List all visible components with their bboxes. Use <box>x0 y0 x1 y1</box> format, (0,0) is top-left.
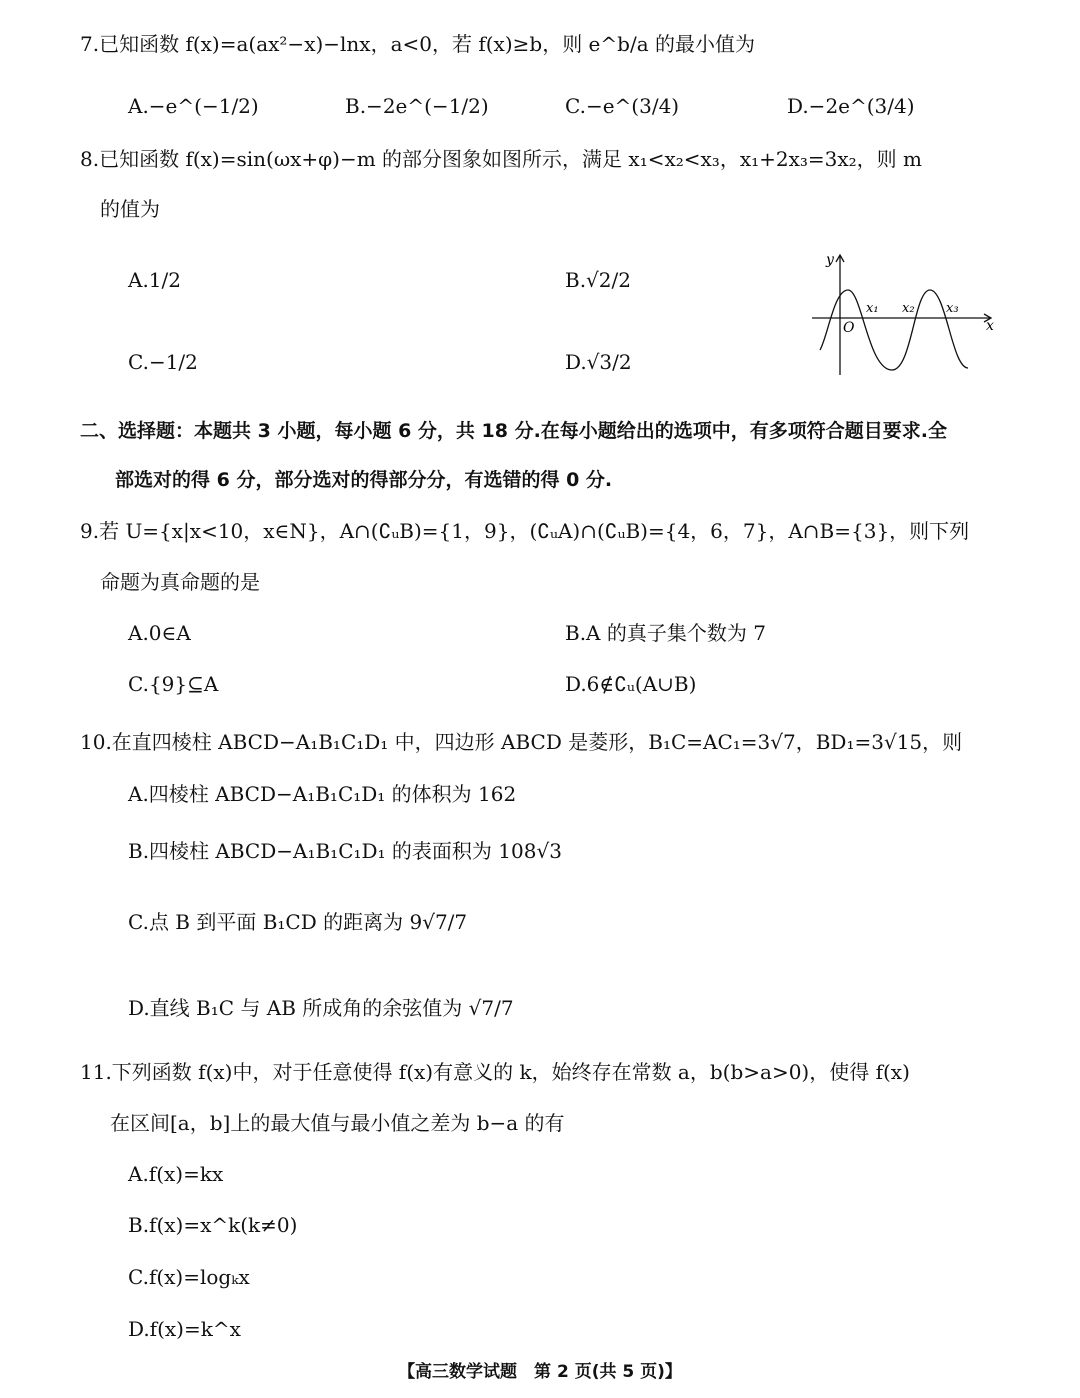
label-x2: x₂ <box>902 301 915 316</box>
section-2-heading: 二、选择题：本题共 3 小题，每小题 6 分，共 18 分.在每小题给出的选项中，有多项符合题目要求.全 <box>80 420 948 442</box>
q8-stem-cont: 的值为 <box>100 197 160 221</box>
q9-stem-cont: 命题为真命题的是 <box>100 570 260 594</box>
q9-stem: 9.若 U={x|x<10，x∈N}，A∩(∁ᵤB)={1，9}，(∁ᵤA)∩(∁ᵤB)={4，6，7}，A∩B={3}，则下列 <box>80 519 970 543</box>
sine-graph-figure <box>810 250 1000 380</box>
q7-stem: 7.已知函数 f(x)=a(ax²−x)−lnx，a<0，若 f(x)≥b，则 e^b/a 的最小值为 <box>80 32 755 56</box>
q8-option-a: A.1/2 <box>128 268 181 292</box>
q11-option-a: A.f(x)=kx <box>128 1162 224 1186</box>
q10-option-a: A.四棱柱 ABCD−A₁B₁C₁D₁ 的体积为 162 <box>128 782 517 806</box>
axis-label-y: y <box>826 252 834 268</box>
q9-option-d: D.6∉∁ᵤ(A∪B) <box>565 672 697 696</box>
q11-option-d: D.f(x)=k^x <box>128 1317 241 1341</box>
q11-option-b: B.f(x)=x^k(k≠0) <box>128 1213 298 1237</box>
q10-option-c: C.点 B 到平面 B₁CD 的距离为 9√7/7 <box>128 910 468 934</box>
axis-label-x: x <box>986 318 994 334</box>
q9-option-a: A.0∈A <box>128 621 191 645</box>
q8-option-b: B.√2/2 <box>565 268 631 292</box>
q10-option-d: D.直线 B₁C 与 AB 所成角的余弦值为 √7/7 <box>128 996 514 1020</box>
q9-option-c: C.{9}⊆A <box>128 672 219 696</box>
q11-stem: 11.下列函数 f(x)中，对于任意使得 f(x)有意义的 k，始终存在常数 a，b(b>a>0)，使得 f(x) <box>80 1060 910 1084</box>
q8-option-d: D.√3/2 <box>565 350 632 374</box>
q8-stem: 8.已知函数 f(x)=sin(ωx+φ)−m 的部分图象如图所示，满足 x₁<x₂<x₃，x₁+2x₃=3x₂，则 m <box>80 147 923 171</box>
q8-option-c: C.−1/2 <box>128 350 198 374</box>
section-2-heading-cont: 部选对的得 6 分，部分选对的得部分分，有选错的得 0 分. <box>115 469 613 491</box>
q7-option-a: A.−e^(−1/2) <box>128 94 259 118</box>
q7-option-d: D.−2e^(3/4) <box>787 94 915 118</box>
label-x3: x₃ <box>946 301 959 316</box>
q9-option-b: B.A 的真子集个数为 7 <box>565 621 766 645</box>
q11-option-c: C.f(x)=logₖx <box>128 1265 250 1289</box>
q10-option-b: B.四棱柱 ABCD−A₁B₁C₁D₁ 的表面积为 108√3 <box>128 839 562 863</box>
origin-label: O <box>843 320 855 336</box>
label-x1: x₁ <box>866 301 879 316</box>
q11-stem-cont: 在区间[a，b]上的最大值与最小值之差为 b−a 的有 <box>110 1111 565 1135</box>
q10-stem: 10.在直四棱柱 ABCD−A₁B₁C₁D₁ 中，四边形 ABCD 是菱形，B₁C=AC₁=3√7，BD₁=3√15，则 <box>80 730 963 754</box>
q7-option-b: B.−2e^(−1/2) <box>345 94 489 118</box>
page-footer: 【高三数学试题 第 2 页(共 5 页)】 <box>398 1362 682 1382</box>
q7-option-c: C.−e^(3/4) <box>565 94 680 118</box>
